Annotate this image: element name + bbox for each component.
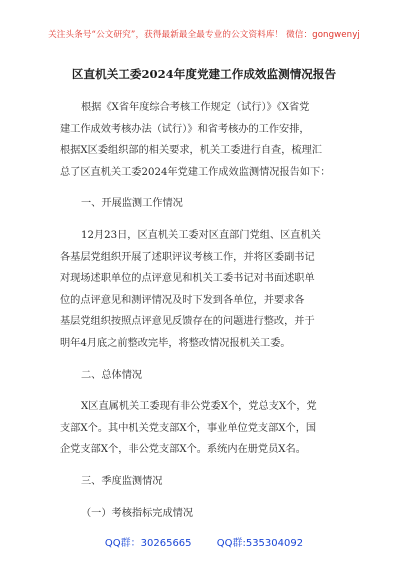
promo-banner: 关注头条号“公文研究”，获得最新最全最专业的公文资料库！ 微信：gongwenyj xyxy=(48,30,360,40)
section1-line: 基层党组织按照点评意见反馈存在的问题进行整改，并于 xyxy=(60,316,315,328)
section-heading-2: 二、总体情况 xyxy=(81,369,143,381)
section1-line: 位的点评意见和测评情况及时下发到各单位，并要求各 xyxy=(60,294,305,306)
intro-line: 建工作成效考核办法（试行）》和省考核办的工作安排， xyxy=(60,123,310,135)
intro-line: 根据《X省年度综合考核工作规定（试行）》《X省党 xyxy=(81,102,310,113)
section-heading-3: 三、季度监测情况 xyxy=(81,475,163,487)
section1-line: 12月23日，区直机关工委对区直部门党组、区直机关 xyxy=(81,229,321,241)
footer-qq-groups xyxy=(0,534,408,549)
section2-line: 支部X个。其中机关党支部X个，事业单位党支部X个，国 xyxy=(60,422,317,434)
qq-group-1: QQ群：30265665 xyxy=(104,538,192,549)
section1-line: 明年4月底之前整改完毕，将整改情况报机关工委。 xyxy=(60,337,291,349)
intro-line: 总了区直机关工委2024年党建工作成效监测情况报告如下： xyxy=(60,166,331,178)
qq-group-2: QQ群:535304092 xyxy=(216,538,304,549)
subsection-heading: （一）考核指标完成情况 xyxy=(81,507,194,519)
section1-line: 对现场述职单位的点评意见和机关工委书记对书面述职单 xyxy=(60,273,315,285)
document-body xyxy=(60,97,352,524)
section2-line: X区直属机关工委现有非公党委X个，党总支X个，党 xyxy=(81,401,317,413)
section2-line: 企党支部X个，非公党支部X个。系统内在册党员X名。 xyxy=(60,444,306,456)
document-title: 区直机关工委2024年度党建工作成效监测情况报告 xyxy=(71,67,337,81)
section1-line: 各基层党组织开展了述职评议考核工作，并将区委副书记 xyxy=(60,251,315,263)
section-heading-1: 一、开展监测工作情况 xyxy=(81,198,183,210)
intro-line: 根据X区委组织部的相关要求，机关工委进行自查，梳理汇 xyxy=(60,145,322,157)
